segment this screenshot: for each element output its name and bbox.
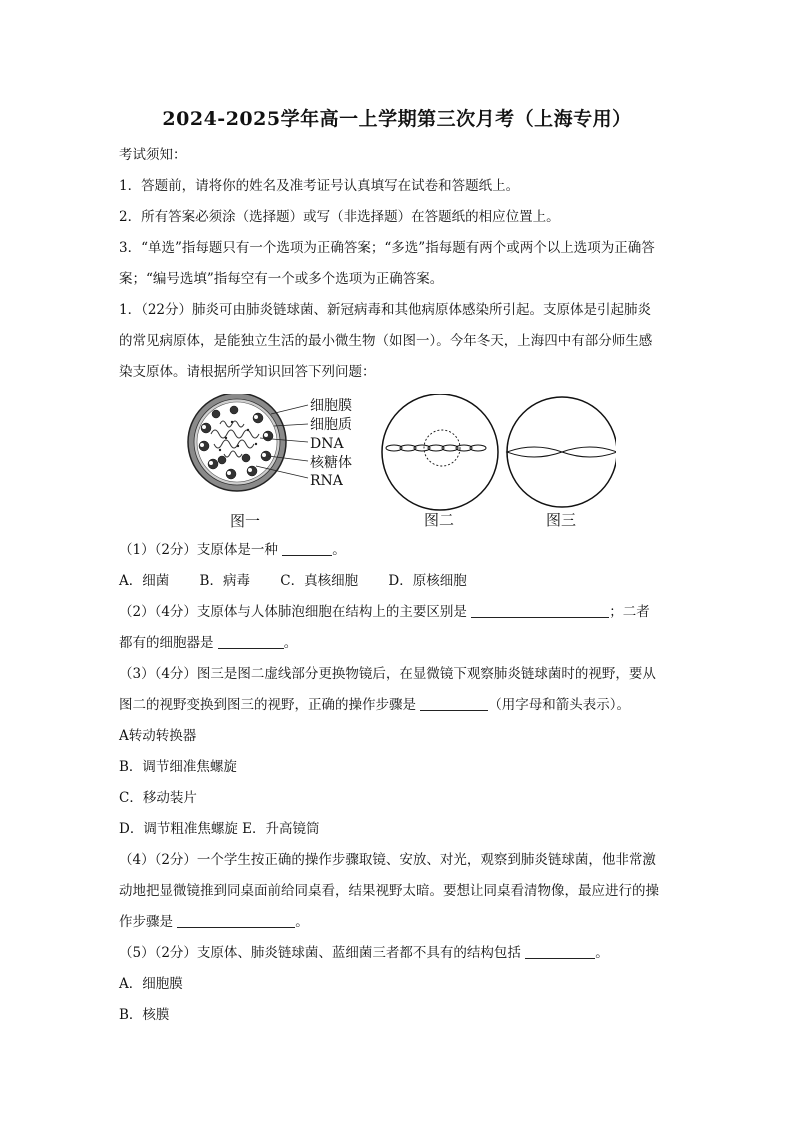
q1-sub4-line-1: （4）（2分）一个学生按正确的操作步骤取镜、安放、对光，观察到肺炎链球菌，他非常激	[119, 852, 656, 868]
label-ribosome: 核糖体	[310, 455, 352, 471]
q1-sub1-period: 。	[332, 542, 346, 558]
q1-stem-line-2: 的常见病原体，是能独立生活的最小微生物（如图一）。今年冬天，上海四中有部分师生感	[119, 333, 653, 349]
q1-sub1-options	[119, 572, 493, 590]
q1-sub2-text-1b: ；二者	[609, 604, 650, 620]
q1-sub3-line-1: （3）（4分）图三是图二虚线部分更换物镜后，在显微镜下观察肺炎链球菌时的视野，要从	[119, 666, 656, 682]
label-rna: RNA	[310, 473, 343, 489]
caption-figure-two: 图二	[424, 511, 455, 529]
notice-item-3-cont: 案；“编号选填”指每空有一个或多个选项为正确答案。	[119, 271, 444, 287]
q1-sub5-period: 。	[595, 945, 609, 961]
q1-sub3-option-de: D．调节粗准焦螺旋 E．升高镜筒	[119, 821, 320, 837]
q1-sub4-line-3	[119, 913, 309, 931]
q1-sub5-option-a: A．细胞膜	[119, 976, 183, 992]
q1-sub5-text: （5）（2分）支原体、肺炎链球菌、蓝细菌三者都不具有的结构包括	[119, 945, 521, 961]
figure-one-mycoplasma-cell	[188, 394, 308, 491]
q1-stem-line-3: 染支原体。请根据所学知识回答下列问题：	[119, 364, 376, 380]
q1-sub5-answer-blank[interactable]	[525, 944, 595, 959]
q1-sub2-answer-blank-1[interactable]	[471, 603, 609, 618]
notice-item-3: 3．“单选”指每题只有一个选项为正确答案；“多选”指每题有两个或两个以上选项为正确答	[119, 240, 655, 256]
caption-figure-one: 图一	[230, 512, 261, 530]
q1-sub2-line-2	[119, 634, 297, 652]
q1-sub2-text-1: （2）（4分）支原体与人体肺泡细胞在结构上的主要区别是	[119, 604, 467, 620]
q1-sub3-answer-blank[interactable]	[420, 696, 488, 711]
figure-two-low-power-view	[382, 394, 498, 510]
q1-sub3-option-b: B．调节细准焦螺旋	[119, 759, 237, 775]
q1-sub3-text-2b: （用字母和箭头表示）。	[488, 697, 631, 713]
q1-sub3-text-2: 图二的视野变换到图三的视野，正确的操作步骤是	[119, 697, 416, 713]
notice-item-2: 2．所有答案必须涂（选择题）或写（非选择题）在答题纸的相应位置上。	[119, 209, 560, 225]
notice-heading: 考试须知：	[119, 147, 187, 163]
option-a[interactable]: A．细菌	[119, 573, 170, 589]
q1-sub1-answer-blank[interactable]	[282, 541, 332, 556]
q1-sub3-option-c: C．移动装片	[119, 790, 197, 806]
microscope-figure	[176, 394, 616, 534]
q1-sub3-option-a: A转动转换器	[119, 728, 197, 744]
page-title: 2024-2025学年高一上学期第三次月考（上海专用）	[162, 108, 632, 130]
notice-item-1: 1．答题前，请将你的姓名及准考证号认真填写在试卷和答题纸上。	[119, 178, 520, 194]
q1-sub4-answer-blank[interactable]	[177, 913, 295, 928]
label-cytoplasm: 细胞质	[310, 417, 352, 433]
option-c[interactable]: C．真核细胞	[280, 573, 359, 589]
q1-sub4-line-2: 动地把显微镜推到同桌面前给同桌看，结果视野太暗。要想让同桌看清物像，最应进行的操	[119, 883, 659, 899]
q1-sub5-stem	[119, 944, 609, 962]
option-d[interactable]: D．原核细胞	[388, 573, 467, 589]
q1-sub4-text-3b: 。	[295, 914, 309, 930]
label-cell-membrane: 细胞膜	[310, 398, 352, 414]
q1-sub1-text: （1）（2分）支原体是一种	[119, 542, 278, 558]
label-dna: DNA	[310, 436, 344, 452]
option-b[interactable]: B．病毒	[199, 573, 250, 589]
figure-three-high-power-view	[507, 397, 616, 507]
q1-sub5-option-b: B．核膜	[119, 1007, 170, 1023]
q1-sub3-line-2	[119, 696, 630, 714]
q1-sub2-line-1	[119, 603, 650, 621]
q1-sub1-stem	[119, 541, 346, 559]
caption-figure-three: 图三	[546, 511, 577, 529]
q1-sub2-text-2: 都有的细胞器是	[119, 635, 214, 651]
q1-sub2-text-2b: 。	[283, 635, 298, 651]
q1-sub4-text-3: 作步骤是	[119, 914, 173, 930]
q1-stem-line-1: 1．（22分）肺炎可由肺炎链球菌、新冠病毒和其他病原体感染所引起。支原体是引起肺炎	[119, 302, 652, 318]
q1-sub2-answer-blank-2[interactable]	[218, 634, 284, 649]
